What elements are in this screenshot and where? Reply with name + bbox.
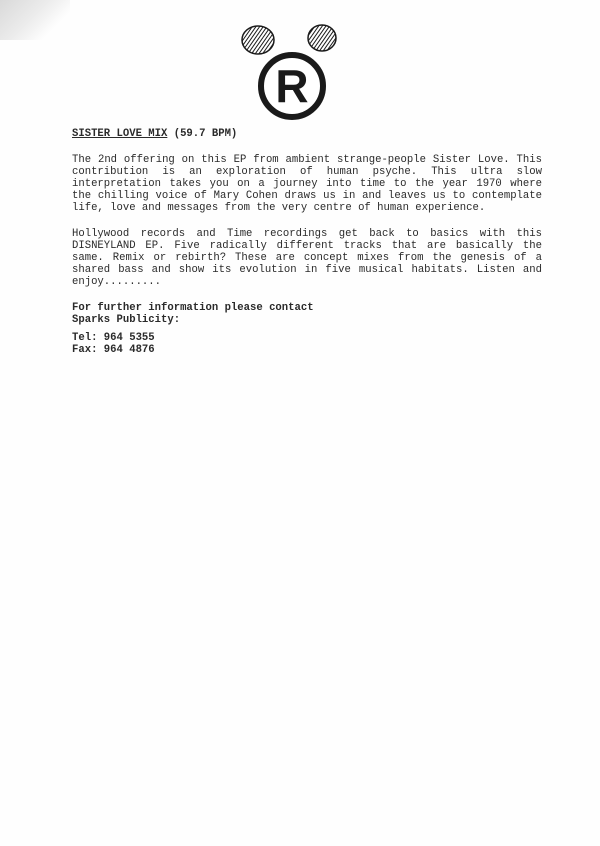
section-heading bbox=[72, 128, 542, 140]
contact-company: Sparks Publicity: bbox=[72, 314, 181, 326]
description-paragraph: The 2nd offering on this EP from ambient strange-people Sister Love. This contribution is an exploration of human psyche. This ultra slow interpretation takes you on a journey into time to the year 1970 where the chilling voice of Mary Cohen draws us in and leaves us to contemplate life, love and messages from the very centre of human experience. bbox=[72, 154, 542, 214]
logo-letter: R bbox=[275, 60, 309, 112]
document-body bbox=[72, 128, 542, 356]
ep-paragraph: Hollywood records and Time recordings get back to basics with this DISNEYLAND EP. Five radically different tracks that are basically the same. Remix or rebirth? These are concept mixes from the genesis of a shared bass and show its evolution in five musical habitats. Listen and enjoy......... bbox=[72, 228, 542, 288]
tel-number: Tel: 964 5355 bbox=[72, 332, 155, 344]
bpm-label: (59.7 BPM) bbox=[173, 128, 238, 140]
left-ear-icon bbox=[242, 26, 274, 54]
folded-corner-shadow bbox=[0, 0, 70, 40]
mix-title: SISTER LOVE MIX bbox=[72, 128, 168, 140]
contact-block bbox=[72, 302, 542, 356]
contact-line: For further information please contact bbox=[72, 302, 314, 314]
registered-mouse-logo-icon bbox=[238, 20, 342, 124]
right-ear-icon bbox=[308, 25, 336, 51]
fax-number: Fax: 964 4876 bbox=[72, 344, 155, 356]
